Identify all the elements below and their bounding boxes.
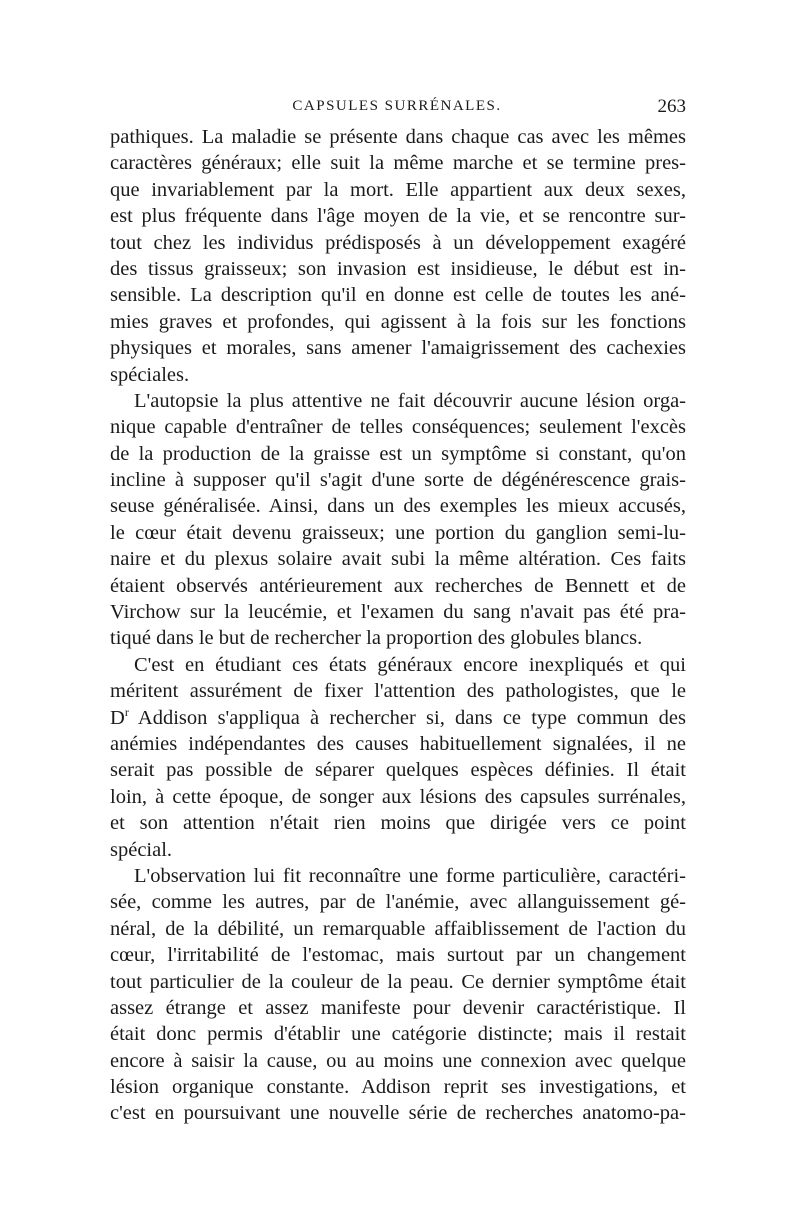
text-line: méritent assurément de fixer l'attention des pathologistes, que le	[110, 680, 686, 703]
body-text	[110, 124, 686, 1127]
text-line: le cœur était devenu graisseux; une portion du ganglion semi-lu-	[110, 521, 686, 544]
text-line: des tissus graisseux; son invasion est insidieuse, le début est in-	[110, 257, 686, 280]
text-line: que invariablement par la mort. Elle appartient aux deux sexes,	[110, 178, 686, 201]
text-line: pathiques. La maladie se présente dans chaque cas avec les mêmes	[110, 126, 686, 148]
text-line: nique capable d'entraîner de telles conséquences; seulement l'excès	[110, 416, 686, 439]
doctor-abbrev-base: D	[110, 706, 125, 729]
text-line: encore à saisir la cause, ou au moins une connexion avec quelque	[110, 1049, 686, 1072]
text-line: tout chez les individus prédisposés à un développement exagéré	[110, 231, 686, 254]
text-line: est plus fréquente dans l'âge moyen de la vie, et se rencontre sur-	[110, 205, 686, 228]
text-line: était donc permis d'établir une catégorie distincte; mais il restait	[110, 1023, 686, 1046]
text-line: serait pas possible de séparer quelques espèces définies. Il était	[110, 759, 686, 782]
text-line: spécial.	[110, 838, 173, 861]
text-line: tiqué dans le but de rechercher la proportion des globules blancs.	[110, 627, 643, 650]
text-line: seuse généralisée. Ainsi, dans un des exemples les mieux accusés,	[110, 495, 686, 518]
paragraph-start-line: L'autopsie la plus attentive ne fait découvrir aucune lésion orga-	[134, 389, 686, 412]
text-line: et son attention n'était rien moins que dirigée vers ce point	[110, 812, 686, 835]
text-line: naire et du plexus solaire avait subi la même altération. Ces faits	[110, 548, 686, 571]
running-head	[108, 96, 686, 120]
text-line: mies graves et profondes, qui agissent à la fois sur les fonctions	[110, 310, 686, 333]
text-line: c'est en poursuivant une nouvelle série de recherches anatomo-pa-	[110, 1102, 686, 1125]
text-line-with-title	[110, 705, 686, 731]
page-number: 263	[657, 96, 686, 117]
doctor-abbrev-sup: r	[124, 704, 129, 719]
text-line: étaient observés antérieurement aux recherches de Bennett et de	[110, 574, 686, 597]
text-line: assez étrange et assez manifeste pour devenir caractéristique. Il	[110, 996, 686, 1019]
text-line: loin, à cette époque, de songer aux lésions des capsules surrénales,	[110, 785, 686, 808]
text-line: lésion organique constante. Addison reprit ses investigations, et	[110, 1076, 686, 1099]
text-line: Virchow sur la leucémie, et l'examen du sang n'avait pas été pra-	[110, 601, 686, 624]
text-line: sensible. La description qu'il en donne est celle de toutes les ané-	[110, 284, 686, 307]
text-line-rest: Addison s'appliqua à rechercher si, dans ce type commun des	[137, 706, 686, 729]
text-line: de la production de la graisse est un symptôme si constant, qu'on	[110, 442, 686, 465]
text-line: physiques et morales, sans amener l'amaigrissement des cachexies	[110, 337, 686, 360]
running-title: CAPSULES SURRÉNALES.	[292, 98, 502, 114]
text-line: spéciales.	[110, 363, 190, 386]
text-line: cœur, l'irritabilité de l'estomac, mais surtout par un changement	[110, 944, 686, 967]
doctor-abbrev	[110, 704, 129, 729]
paragraph-start-line: C'est en étudiant ces états généraux encore inexpliqués et qui	[134, 653, 686, 676]
text-line: néral, de la débilité, un remarquable affaiblissement de l'action du	[110, 917, 686, 940]
text-line: sée, comme les autres, par de l'anémie, avec allanguissement gé-	[110, 891, 686, 914]
text-line: tout particulier de la couleur de la peau. Ce dernier symptôme était	[110, 970, 686, 993]
text-line: anémies indépendantes des causes habituellement signalées, il ne	[110, 732, 686, 755]
text-line: caractères généraux; elle suit la même marche et se termine pres-	[110, 152, 686, 175]
paragraph-start-line: L'observation lui fit reconnaître une forme particulière, caractéri-	[134, 864, 686, 887]
text-line: incline à supposer qu'il s'agit d'une sorte de dégénérescence grais-	[110, 469, 686, 492]
